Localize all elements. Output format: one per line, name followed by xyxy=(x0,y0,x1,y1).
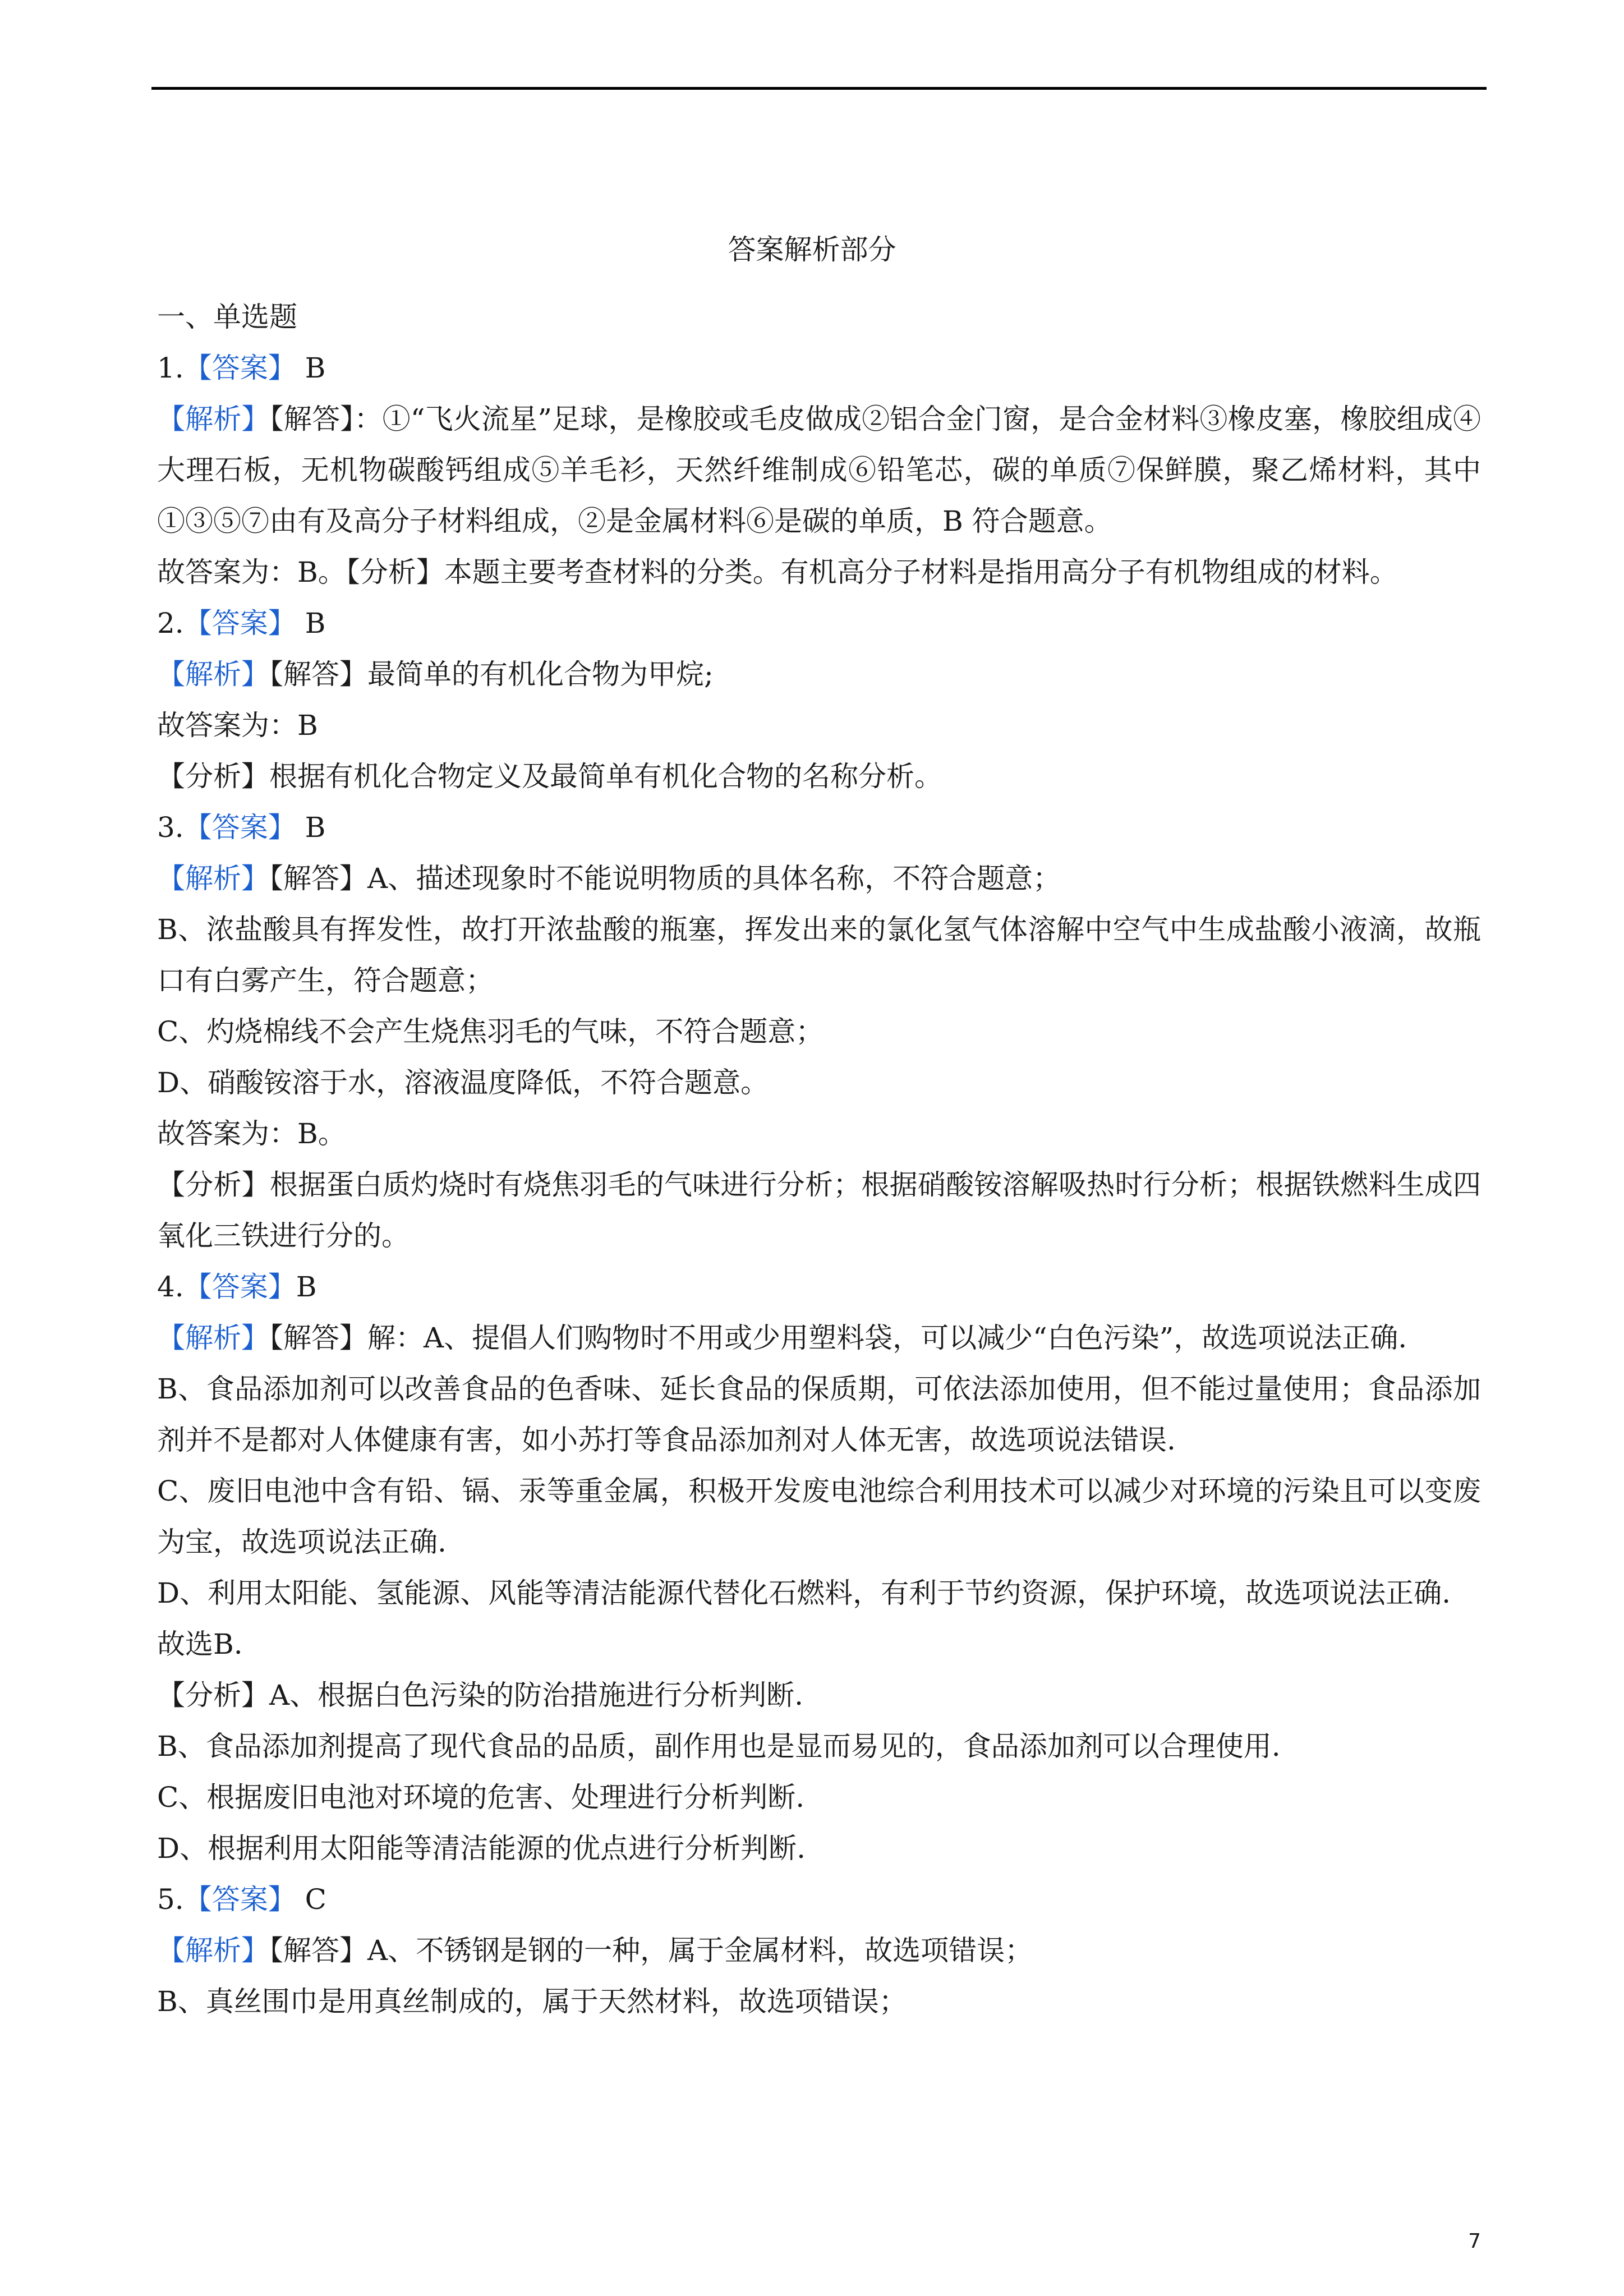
question-3-answer xyxy=(157,802,1481,853)
answer-tag: 【答案】 xyxy=(183,352,296,384)
question-4-line: D、利用太阳能、氢能源、风能等清洁能源代替化石燃料，有利于节约资源，保护环境，故选项说法正确. xyxy=(157,1577,1451,1609)
question-3-line: B、浓盐酸具有挥发性，故打开浓盐酸的瓶塞，挥发出来的氯化氢气体溶解中空气中生成盐酸小液滴，故瓶口有白雾产生，符合题意； xyxy=(157,913,1481,997)
question-2-analysis xyxy=(157,649,1481,700)
question-3-line: D、硝酸铵溶于水，溶液温度降低，不符合题意。 xyxy=(157,1066,769,1099)
question-4-line: C、根据废旧电池对环境的危害、处理进行分析判断. xyxy=(157,1781,805,1814)
answer-tag: 【答案】 xyxy=(183,607,296,639)
analysis-tag: 【解析】 xyxy=(157,658,269,691)
question-4-line: C、废旧电池中含有铅、镉、汞等重金属，积极开发废电池综合利用技术可以减少对环境的污染且可以变废为宝，故选项说法正确. xyxy=(157,1475,1481,1558)
analysis-tag: 【解析】 xyxy=(157,1934,269,1967)
analysis-tag: 【解析】 xyxy=(157,862,269,895)
answer-value: B xyxy=(296,811,326,844)
question-number: 1. xyxy=(157,352,184,384)
answer-tag: 【答案】 xyxy=(183,1883,296,1916)
question-1-answer xyxy=(157,343,1481,394)
question-2-answer xyxy=(157,598,1481,649)
page-number: 7 xyxy=(1468,2230,1481,2253)
question-3-line: 故答案为：B。 xyxy=(157,1117,346,1150)
answer-tag: 【答案】 xyxy=(183,1271,296,1303)
question-number: 4. xyxy=(157,1271,184,1303)
analysis-text: 【解答】A、描述现象时不能说明物质的具体名称，不符合题意； xyxy=(269,862,1061,895)
question-number: 5. xyxy=(157,1883,184,1916)
analysis-tag: 【解析】 xyxy=(157,403,270,435)
question-4-line: 【分析】A、根据白色污染的防治措施进行分析判断. xyxy=(157,1679,804,1711)
question-3-line: C、灼烧棉线不会产生烧焦羽毛的气味，不符合题意； xyxy=(157,1015,824,1048)
question-4-analysis xyxy=(157,1313,1481,1364)
question-4-line: B、食品添加剂可以改善食品的色香味、延长食品的保质期，可依法添加使用，但不能过量使用；食品添加剂并不是都对人体健康有害，如小苏打等食品添加剂对人体无害，故选项说法错误. xyxy=(157,1373,1481,1456)
question-5-line: B、真丝围巾是用真丝制成的，属于天然材料，故选项错误； xyxy=(157,1985,907,2018)
analysis-text: 【解答】：①“飞火流星”足球，是橡胶或毛皮做成②铝合金门窗，是合金材料③橡皮塞，橡胶组成④大理石板，无机物碳酸钙组成⑤羊毛衫，天然纤维制成⑥铅笔芯，碳的单质⑦保鲜膜，聚乙烯材料，其中①③⑤⑦由有及高分子材料组成，②是金属材料⑥是碳的单质，B 符合题意。 xyxy=(157,403,1482,537)
question-3-analysis xyxy=(157,853,1481,904)
analysis-text: 【解答】A、不锈钢是钢的一种，属于金属材料，故选项错误； xyxy=(269,1934,1033,1967)
question-4-answer xyxy=(157,1262,1481,1313)
question-4-line: 故选B. xyxy=(157,1628,243,1660)
answer-value: C xyxy=(296,1883,326,1916)
header-rule xyxy=(151,87,1487,90)
analysis-text: 【解答】解：A、提倡人们购物时不用或少用塑料袋，可以减少“白色污染”，故选项说法正确. xyxy=(269,1322,1407,1354)
analysis-tag: 【解析】 xyxy=(157,1322,269,1354)
question-5-analysis xyxy=(157,1925,1481,1976)
question-5-answer xyxy=(157,1874,1481,1925)
answer-value: B xyxy=(296,352,326,384)
answer-content xyxy=(157,292,1481,2027)
question-number: 2. xyxy=(157,607,184,639)
answer-value: B xyxy=(296,1271,317,1303)
question-2-line: 故答案为：B xyxy=(157,709,318,742)
question-3-line: 【分析】根据蛋白质灼烧时有烧焦羽毛的气味进行分析；根据硝酸铵溶解吸热时行分析；根据铁燃料生成四氧化三铁进行分的。 xyxy=(157,1168,1481,1252)
question-4-line: B、食品添加剂提高了现代食品的品质，副作用也是显而易见的，食品添加剂可以合理使用. xyxy=(157,1730,1281,1763)
question-1-analysis xyxy=(157,394,1481,547)
question-number: 3. xyxy=(157,811,184,844)
answer-value: B xyxy=(296,607,326,639)
analysis-text: 【解答】最简单的有机化合物为甲烷; xyxy=(269,658,714,691)
question-2-line: 【分析】根据有机化合物定义及最简单有机化合物的名称分析。 xyxy=(157,760,942,793)
question-4-line: D、根据利用太阳能等清洁能源的优点进行分析判断. xyxy=(157,1832,806,1865)
page-title: 答案解析部分 xyxy=(728,233,896,266)
question-1-line: 故答案为：B。【分析】本题主要考查材料的分类。有机高分子材料是指用高分子有机物组成的材料。 xyxy=(157,556,1398,588)
answer-tag: 【答案】 xyxy=(183,811,296,844)
section-heading: 一、单选题 xyxy=(157,301,297,333)
